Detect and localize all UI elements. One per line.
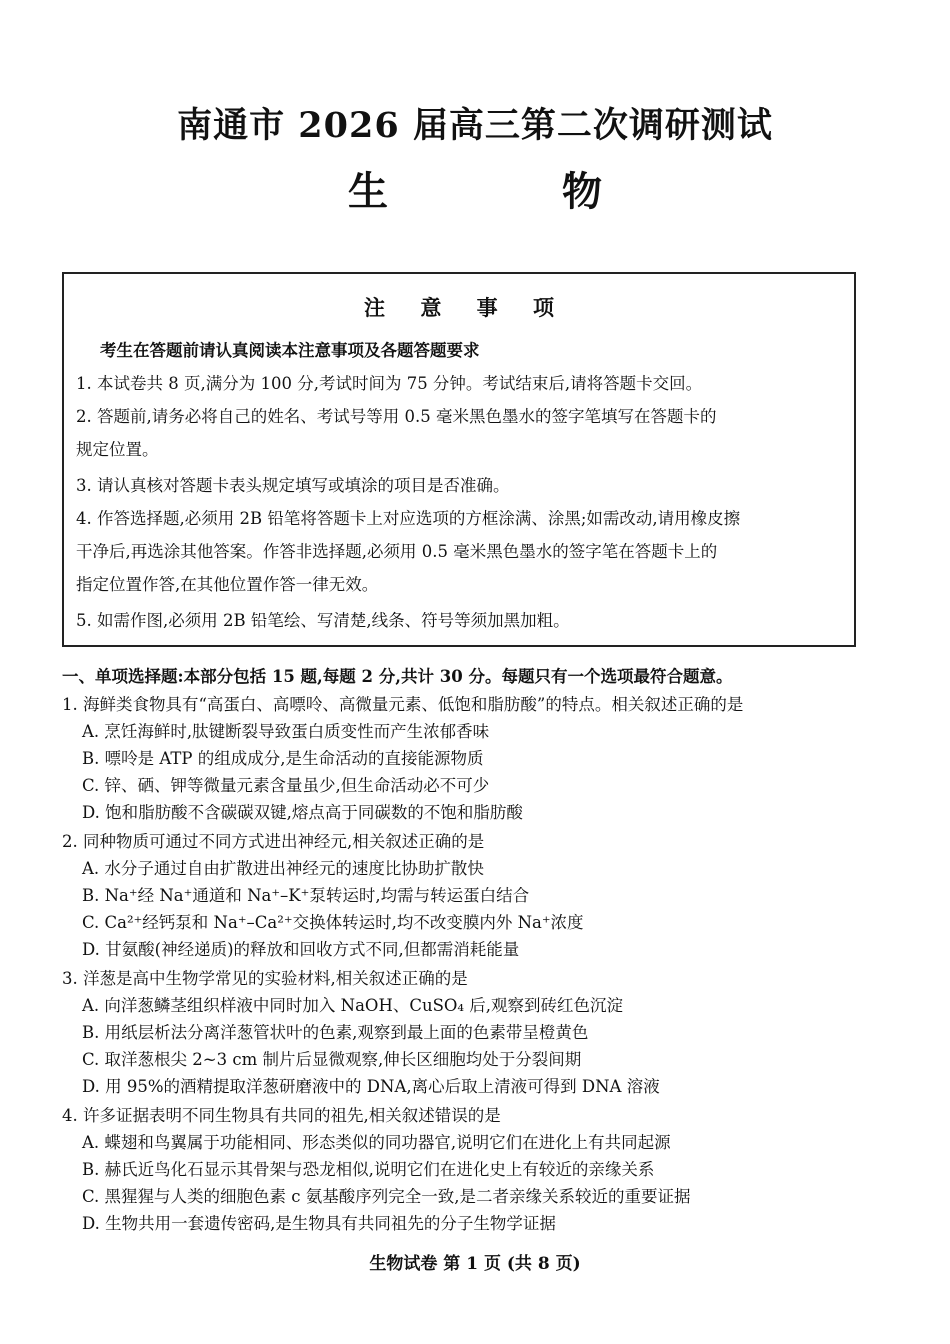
question-option: C. 取洋葱根尖 2~3 cm 制片后显微观察,伸长区细胞均处于分裂间期 (82, 1050, 582, 1069)
notice-item-text: 规定位置。 (76, 440, 159, 459)
question-stem: 4. 许多证据表明不同生物具有共同的祖先,相关叙述错误的是 (62, 1106, 501, 1125)
notice-intro: 考生在答题前请认真阅读本注意事项及各题答题要求 (100, 341, 480, 360)
section-title: 一、单项选择题:本部分包括 15 题,每题 2 分,共计 30 分。每题只有一个选项最符合题意。 (62, 667, 733, 686)
question-option: A. 烹饪海鲜时,肽键断裂导致蛋白质变性而产生浓郁香味 (82, 722, 490, 741)
question-option: B. 用纸层析法分离洋葱管状叶的色素,观察到最上面的色素带呈橙黄色 (82, 1023, 589, 1042)
question-option: C. Ca²⁺经钙泵和 Na⁺–Ca²⁺交换体转运时,均不改变膜内外 Na⁺浓度 (82, 913, 584, 932)
notice-item: 3. 请认真核对答题卡表头规定填写或填涂的项目是否准确。 (76, 476, 510, 495)
question-option: C. 黑猩猩与人类的细胞色素 c 氨基酸序列完全一致,是二者亲缘关系较近的重要证据 (82, 1187, 691, 1206)
notice-item: 5. 如需作图,必须用 2B 铅笔绘、写清楚,线条、符号等须加黑加粗。 (76, 611, 570, 630)
question-option: D. 用 95%的酒精提取洋葱研磨液中的 DNA,离心后取上清液可得到 DNA 溶液 (82, 1077, 660, 1096)
notice-item: 4. 作答选择题,必须用 2B 铅笔将答题卡上对应选项的方框涂满、涂黑;如需改动,请用橡皮擦 (76, 509, 741, 528)
question-option: D. 饱和脂肪酸不含碳碳双键,熔点高于同碳数的不饱和脂肪酸 (82, 803, 523, 822)
question-option: D. 甘氨酸(神经递质)的释放和回收方式不同,但都需消耗能量 (82, 940, 520, 959)
question-option: B. Na⁺经 Na⁺通道和 Na⁺–K⁺泵转运时,均需与转运蛋白结合 (82, 886, 530, 905)
notice-item-continued (76, 568, 846, 601)
notice-item-text: 指定位置作答,在其他位置作答一律无效。 (76, 575, 379, 594)
question-stem: 3. 洋葱是高中生物学常见的实验材料,相关叙述正确的是 (62, 969, 468, 988)
page-title: 南通市 2026 届高三第二次调研测试 (177, 105, 773, 146)
notice-item-continued (76, 535, 846, 568)
page-footer: 生物试卷 第 1 页 (共 8 页) (369, 1254, 581, 1274)
question-option: D. 生物共用一套遗传密码,是生物具有共同祖先的分子生物学证据 (82, 1214, 556, 1233)
question-stem: 2. 同种物质可通过不同方式进出神经元,相关叙述正确的是 (62, 832, 485, 851)
notice-item: 2. 答题前,请务必将自己的姓名、考试号等用 0.5 毫米黑色墨水的签字笔填写在答题卡的 (76, 407, 717, 426)
notice-box (62, 272, 856, 647)
notice-item: 1. 本试卷共 8 页,满分为 100 分,考试时间为 75 分钟。考试结束后,请将答题卡交回。 (76, 374, 703, 393)
question-option: B. 赫氏近鸟化石显示其骨架与恐龙相似,说明它们在进化史上有较近的亲缘关系 (82, 1160, 655, 1179)
notice-heading: 注 意 事 项 (364, 295, 568, 320)
question-option: A. 蝶翅和鸟翼属于功能相同、形态类似的同功器官,说明它们在进化上有共同起源 (82, 1133, 671, 1152)
notice-item-continued (76, 433, 846, 466)
question-option: A. 向洋葱鳞茎组织样液中同时加入 NaOH、CuSO₄ 后,观察到砖红色沉淀 (82, 996, 624, 1015)
question-option: A. 水分子通过自由扩散进出神经元的速度比协助扩散快 (82, 859, 484, 878)
notice-item-text: 干净后,再选涂其他答案。作答非选择题,必须用 0.5 毫米黑色墨水的签字笔在答题卡上的 (76, 542, 718, 561)
subject-title: 生 物 (348, 168, 682, 215)
question-stem: 1. 海鲜类食物具有“高蛋白、高嘌呤、高微量元素、低饱和脂肪酸”的特点。相关叙述正确的是 (62, 695, 744, 714)
question-option: B. 嘌呤是 ATP 的组成成分,是生命活动的直接能源物质 (82, 749, 484, 768)
question-option: C. 锌、硒、钾等微量元素含量虽少,但生命活动必不可少 (82, 776, 490, 795)
